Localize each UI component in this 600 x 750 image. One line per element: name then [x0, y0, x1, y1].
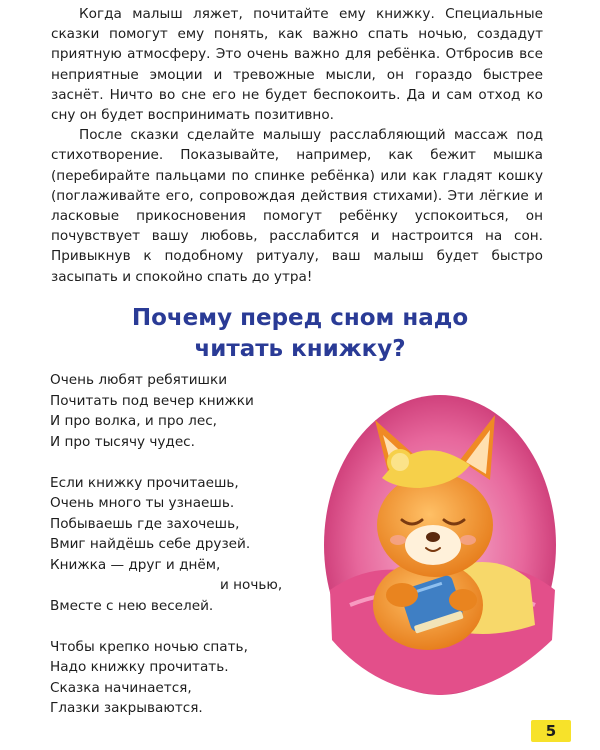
poem-line: Если книжку прочитаешь, [50, 474, 239, 491]
sleeping-fox-icon [320, 390, 560, 700]
poem-line: Надо книжку прочитать. [50, 659, 229, 675]
poem-stanza [50, 637, 310, 719]
page-number: 5 [531, 720, 571, 742]
poem-line: Почитать под вечер книжки [50, 392, 254, 409]
section-heading [0, 303, 600, 365]
poem-line: Побываешь где захочешь, [50, 515, 240, 532]
poem-line: и ночью, [220, 577, 283, 593]
poem-line: Книжка — друг и днём, [50, 556, 221, 573]
poem-stanza [50, 473, 310, 617]
poem-stanza [50, 370, 310, 452]
poem-line: Чтобы крепко ночью спать, [50, 638, 248, 655]
sleeping-fox-illustration [320, 390, 560, 700]
poem-line: И про тысячу чудес. [50, 433, 195, 450]
poem-line: Очень много ты узнаешь. [50, 495, 235, 511]
poem-line: Вмиг найдёшь себе друзей. [50, 536, 251, 552]
poem-line: Вместе с нею веселей. [50, 597, 214, 614]
heading-line: Почему перед сном надо [131, 305, 469, 331]
intro-paragraph: После сказки сделайте малышу расслабляющий массаж под стихотворение. Показывайте, например, как бежит мышка (перебирайте пальцами по спинке ребёнка) или как гладят кошку (поглаживайте его, сопровождая действия стихами). Эти лёгкие и ласковые прикосновения помогут ребёнку успокоиться, он почувствует вашу любовь, расслабится и настроится на сон. Привыкнув к подобному ритуалу, ваш малыш будет быстро засыпать и спокойно спать до утра! [51, 127, 543, 285]
poem-line: И про волка, и про лес, [50, 413, 218, 429]
heading-line: читать книжку? [194, 336, 406, 362]
poem-line: Очень любят ребятишки [50, 372, 228, 388]
poem [50, 370, 310, 739]
poem-line: Глазки закрываются. [50, 700, 203, 716]
intro-text [51, 4, 543, 287]
intro-paragraph: Когда малыш ляжет, почитайте ему книжку. Специальные сказки помогут ему понять, как важно спать ночью, создадут приятную атмосферу. Это очень важно для ребёнка. Отбросив все неприятные эмоции и тревожные мысли, он гораздо быстрее заснёт. Ничто во сне его не будет беспокоить. Да и сам отход ко сну он будет воспринимать позитивно. [51, 6, 543, 124]
poem-line: Сказка начинается, [50, 679, 192, 696]
